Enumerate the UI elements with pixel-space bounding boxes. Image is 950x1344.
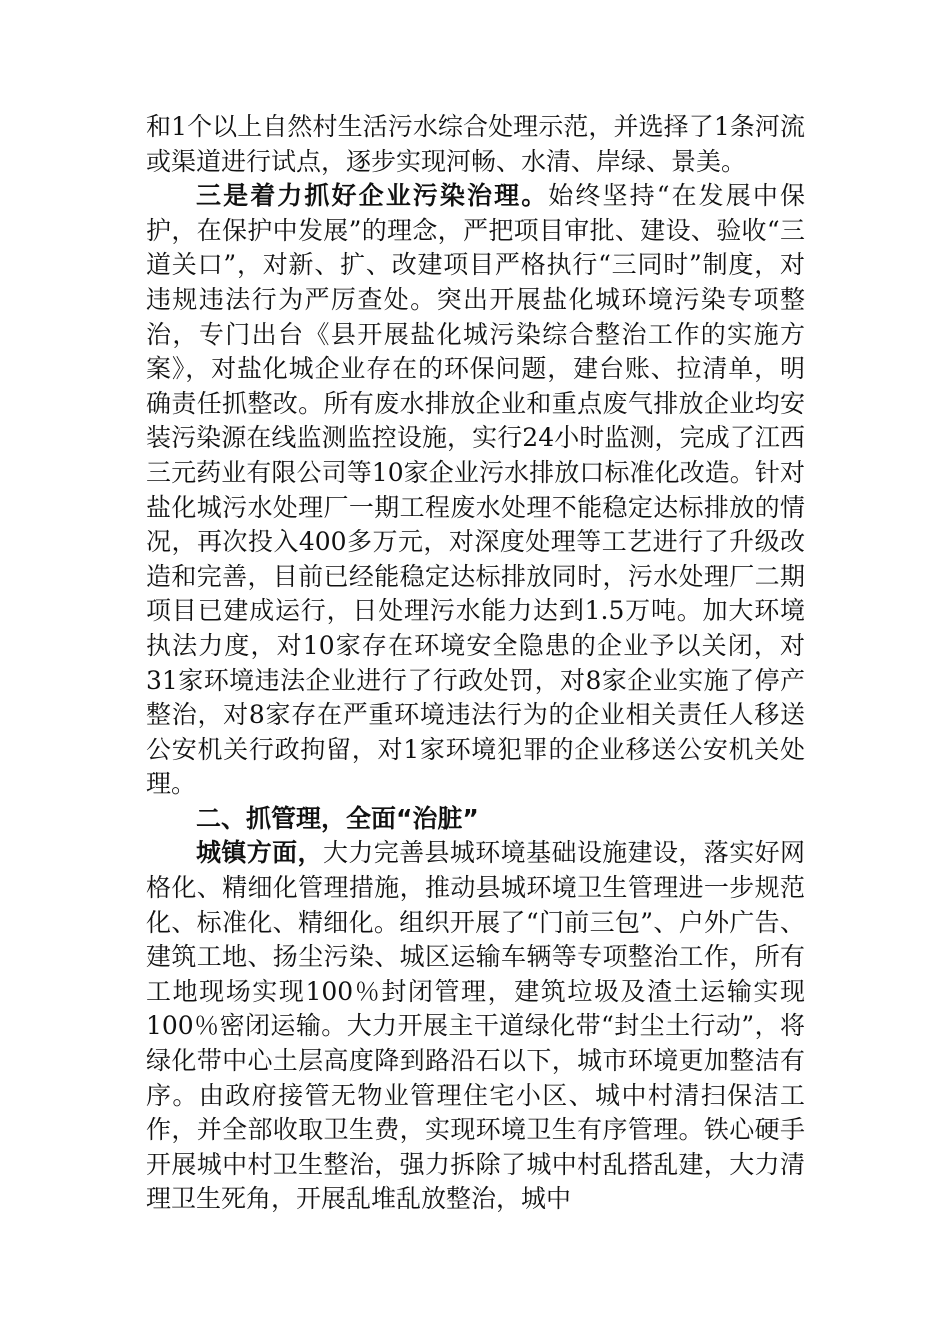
section-heading [146,802,805,837]
paragraph-continuation [146,110,805,179]
paragraph-text: 始终坚持“在发展中保护，在保护中发展”的理念，严把项目审批、建设、验收“三道关口”，对新、扩、改建项目严格执行“三同时”制度，对违规违法行为严厉查处。突出开展盐化城环境污染专项整治，专门出台《县开展盐化城污染综合整治工作的实施方案》，对盐化城企业存在的环保问题，建台账、拉清单，明确责任抓整改。所有废水排放企业和重点废气排放企业均安装污染源在线监测监控设施，实行24小时监测，完成了江西三元药业有限公司等10家企业污水排放口标准化改造。针对盐化城污水处理厂一期工程废水处理不能稳定达标排放的情况，再次投入400多万元，对深度处理等工艺进行了升级改造和完善，目前已经能稳定达标排放同时，污水处理厂二期项目已建成运行，日处理污水能力达到1.5万吨。加大环境执法力度，对10家存在环境安全隐患的企业予以关闭，对31家环境违法企业进行了行政处罚，对8家企业实施了停产整治，对8家存在严重环境违法行为的企业相关责任人移送公安机关行政拘留，对1家环境犯罪的企业移送公安机关处理。 [146,181,805,799]
paragraph-town [146,836,805,1217]
document-page [146,110,805,1217]
paragraph-text: 大力完善县城环境基础设施建设，落实好网格化、精细化管理措施，推动县城环境卫生管理进一步规范化、标准化、精细化。组织开展了“门前三包”、户外广告、建筑工地、扬尘污染、城区运输车辆等专项整治工作，所有工地现场实现100％封闭管理，建筑垃圾及渣土运输实现100％密闭运输。大力开展主干道绿化带“封尘土行动”，将绿化带中心土层高度降到路沿石以下，城市环境更加整洁有序。由政府接管无物业管理住宅小区、城中村清扫保洁工作，并全部收取卫生费，实现环境卫生有序管理。铁心硬手开展城中村卫生整治，强力拆除了城中村乱搭乱建，大力清理卫生死角，开展乱堆乱放整治，城中 [146,838,805,1214]
paragraph-text: 和1个以上自然村生活污水综合处理示范，并选择了1条河流或渠道进行试点，逐步实现河畅、水清、岸绿、景美。 [146,112,805,176]
paragraph-lead: 城镇方面， [196,838,323,868]
paragraph-enterprise-pollution [146,179,805,802]
paragraph-lead: 三是着力抓好企业污染治理。 [196,181,549,211]
section-heading-text: 二、抓管理，全面“治脏” [196,803,479,833]
